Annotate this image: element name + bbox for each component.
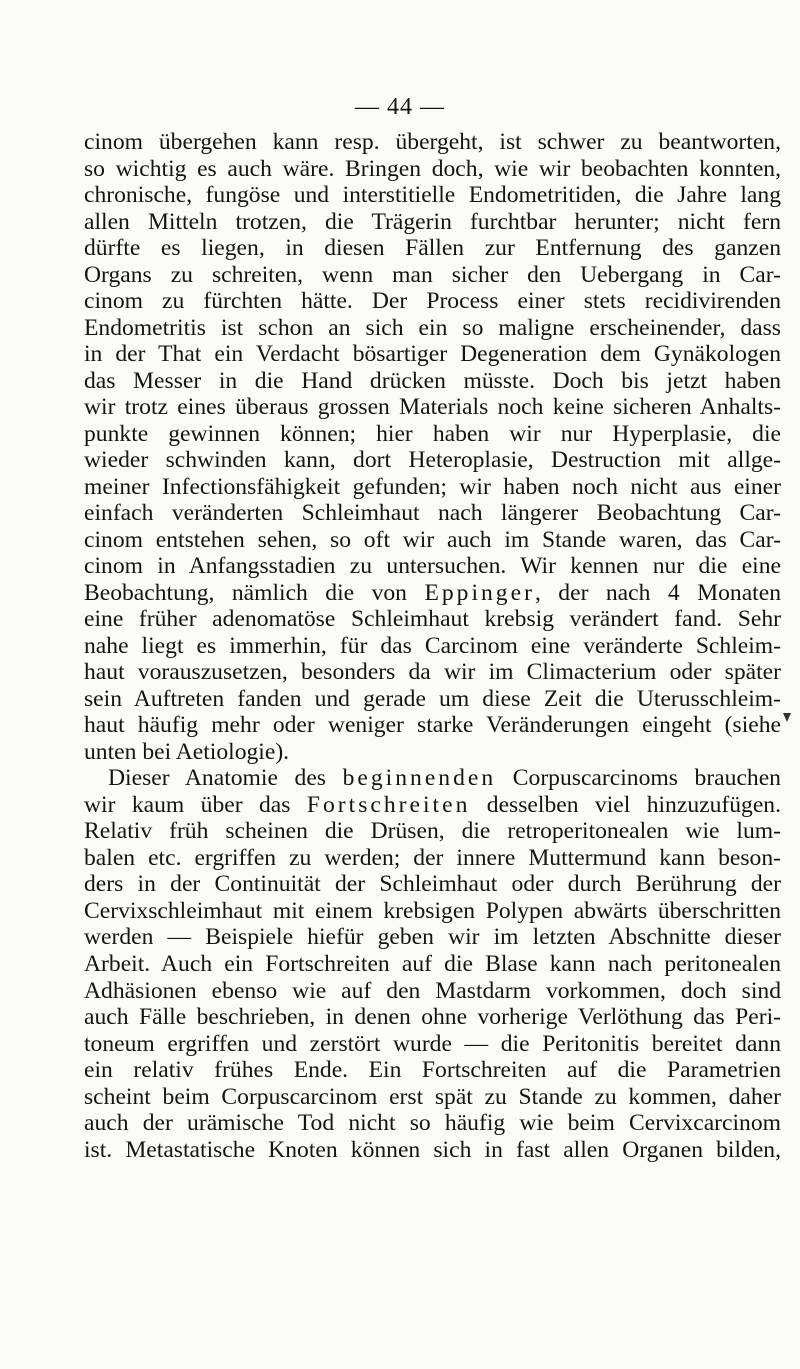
- text-line: ders in der Continuität der Schleimhaut oder durch Berührung der: [84, 871, 781, 898]
- text-line: Organs zu schreiten, wenn man sicher den Uebergang in Car-: [84, 261, 781, 288]
- text-line: Endometritis ist schon an sich ein so maligne erscheinender, dass: [84, 314, 781, 341]
- text-line: auch der urämische Tod nicht so häufig wie beim Cervixcarcinom: [84, 1110, 781, 1137]
- text-line: auch Fälle beschrieben, in denen ohne vorherige Verlöthung das Peri-: [84, 1004, 781, 1031]
- body-text: [84, 129, 781, 1163]
- text-line: Adhäsionen ebenso wie auf den Mastdarm vorkommen, doch sind: [84, 977, 781, 1004]
- page-number: — 44 —: [355, 94, 445, 120]
- text-line: allen Mitteln trotzen, die Trägerin furchtbar herunter; nicht fern: [84, 208, 781, 235]
- text-line-paragraph-start: [84, 765, 781, 792]
- text-line: punkte gewinnen können; hier haben wir nur Hyperplasie, die: [84, 420, 781, 447]
- margin-ink-mark: [783, 713, 791, 722]
- text-line: das Messer in die Hand drücken müsste. Doch bis jetzt haben: [84, 367, 781, 394]
- text-line: einfach veränderten Schleimhaut nach längerer Beobachtung Car-: [84, 500, 781, 527]
- text-line: sein Auftreten fanden und gerade um diese Zeit die Uterusschleim-: [84, 685, 781, 712]
- text-line: ist. Metastatische Knoten können sich in fast allen Organen bilden,: [84, 1136, 781, 1163]
- text-line: cinom übergehen kann resp. übergeht, ist schwer zu beantworten,: [84, 129, 781, 155]
- text-line: chronische, fungöse und interstitielle Endometritiden, die Jahre lang: [84, 182, 781, 209]
- text-line: werden — Beispiele hiefür geben wir im letzten Abschnitte dieser: [84, 924, 781, 951]
- text-line: nahe liegt es immerhin, für das Carcinom eine veränderte Schleim-: [84, 632, 781, 659]
- text-run: Dieser Anatomie des: [108, 765, 343, 792]
- text-line: wieder schwinden kann, dort Heteroplasie, Destruction mit allge-: [84, 447, 781, 474]
- text-line: Cervixschleimhaut mit einem krebsigen Polypen abwärts überschritten: [84, 897, 781, 924]
- text-run: Beobachtung, nämlich die von: [84, 579, 425, 606]
- text-line: Arbeit. Auch ein Fortschreiten auf die Blase kann nach peritonealen: [84, 950, 781, 977]
- text-line: toneum ergriffen und zerstört wurde — die Peritonitis bereitet dann: [84, 1030, 781, 1057]
- text-line: in der That ein Verdacht bösartiger Degeneration dem Gynäkologen: [84, 341, 781, 368]
- spaced-name-eppinger: Eppinger: [424, 579, 535, 606]
- text-line: cinom zu fürchten hätte. Der Process einer stets recidivirenden: [84, 288, 781, 315]
- text-run: , der nach 4 Monaten: [534, 579, 781, 606]
- text-run: wir kaum über das: [84, 791, 307, 818]
- text-line: cinom in Anfangsstadien zu untersuchen. Wir kennen nur die eine: [84, 553, 781, 580]
- text-run: desselben viel hinzuzufügen.: [470, 791, 781, 818]
- text-line: meiner Infectionsfähigkeit gefunden; wir haben noch nicht aus einer: [84, 473, 781, 500]
- text-line: haut häufig mehr oder weniger starke Veränderungen eingeht (siehe: [84, 712, 781, 739]
- text-line-eppinger: [84, 580, 781, 607]
- text-line: dürfte es liegen, in diesen Fällen zur Entfernung des ganzen: [84, 235, 781, 262]
- text-line: so wichtig es auch wäre. Bringen doch, wie wir beobachten konnten,: [84, 155, 781, 182]
- text-line: cinom entstehen sehen, so oft wir auch im Stande waren, das Car-: [84, 526, 781, 553]
- spaced-word-beginnenden: beginnenden: [342, 765, 497, 792]
- text-line: ein relativ frühes Ende. Ein Fortschreiten auf die Parametrien: [84, 1057, 781, 1084]
- text-line: wir trotz eines überaus grossen Materials noch keine sicheren Anhalts-: [84, 394, 781, 421]
- text-line-paragraph-end: unten bei Aetiologie).: [84, 738, 290, 765]
- text-line: eine früher adenomatöse Schleimhaut krebsig verändert fand. Sehr: [84, 606, 781, 633]
- text-line: Relativ früh scheinen die Drüsen, die retroperitonealen wie lum-: [84, 818, 781, 845]
- text-line: haut vorauszusetzen, besonders da wir im Climacterium oder später: [84, 659, 781, 686]
- text-line-fortschreiten: [84, 792, 781, 819]
- text-line: balen etc. ergriffen zu werden; der innere Muttermund kann beson-: [84, 844, 781, 871]
- text-line: scheint beim Corpuscarcinom erst spät zu Stande zu kommen, daher: [84, 1083, 781, 1110]
- spaced-word-fortschreiten: Fortschreiten: [306, 791, 471, 818]
- text-run: Corpuscarcinoms brauchen: [496, 765, 781, 792]
